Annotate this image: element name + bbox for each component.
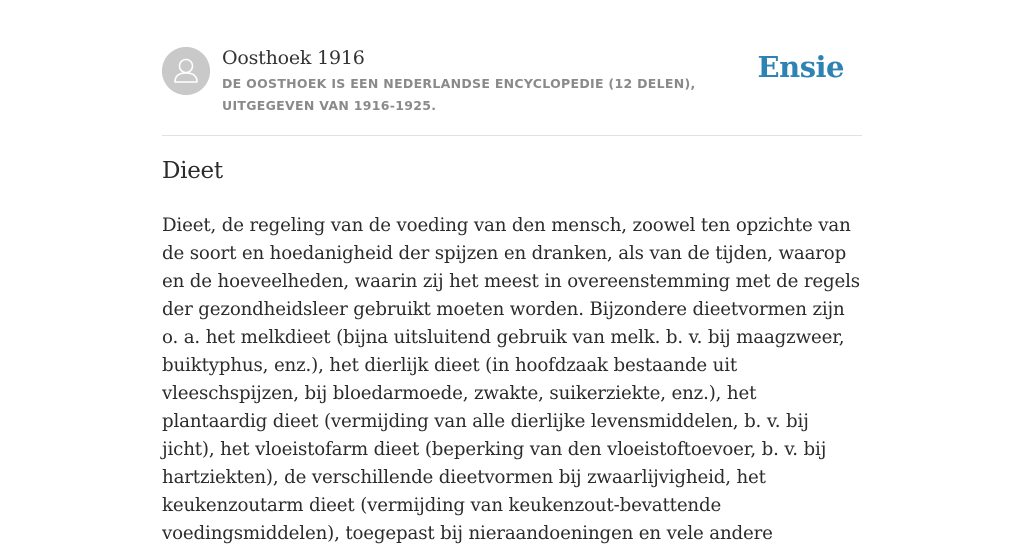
source-description: DE OOSTHOEK IS EEN NEDERLANDSE ENCYCLOPEDIE (12 DELEN), UITGEGEVEN VAN 1916-1925. <box>222 76 696 113</box>
article-body: Dieet, de regeling van de voeding van den mensch, zoowel ten opzichte van de soort en hoedanigheid der spijzen en dranken, als van de tijden, waarop en de hoeveelheden, waarin zij het meest in overeenstemming met de regels der gezondheidsleer gebruikt moeten worden. Bijzondere dieetvormen zijn o. a. het melkdieet (bijna uitsluitend gebruik van melk. b. v. bij maagzweer, buiktyphus, enz.), het dierlijk dieet (in hoofdzaak bestaande uit vleeschspijzen, bij bloedarmoede, zwakte, suikerziekte, enz.), het plantaardig dieet (vermijding van alle dierlijke levensmiddelen, b. v. bij jicht), het vloeistofarm dieet (beperking van den vloeistoftoevoer, b. v. bij hartziekten), de verschillende dieetvormen bij zwaarlijvigheid, het keukenzoutarm dieet (vermijding van keukenzout-bevattende voedingsmiddelen), toegepast bij nieraandoeningen en vele andere <box>162 215 860 544</box>
content-container <box>162 0 862 544</box>
source-info <box>222 44 762 117</box>
article-title: Dieet <box>162 158 223 184</box>
source-title[interactable]: Oosthoek 1916 <box>222 47 365 69</box>
ensie-logo[interactable]: Ensie <box>757 50 844 84</box>
user-avatar-icon[interactable] <box>162 47 210 95</box>
source-header <box>162 0 862 136</box>
